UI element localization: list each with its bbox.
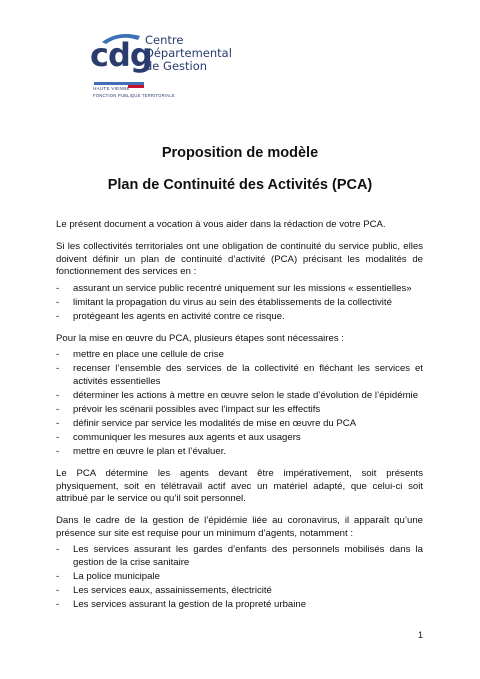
list-item: - prévoir les scénarii possibles avec l’impact sur les effectifs [56,404,423,416]
document-body [56,219,423,621]
document-subtitle: Plan de Continuité des Activités (PCA) [107,177,373,193]
onsite-services-list [56,544,423,611]
list-item: - La police municipale [56,571,423,583]
list-item: - mettre en œuvre le plan et l’évaluer. [56,446,423,458]
obligation-paragraph: Si les collectivités territoriales ont une obligation de continuité du service public, elles doivent définir un plan de continuité d’activité (PCA) précisant les modalités de fonctionnement des services en : [56,241,423,278]
list-item: - mettre en place une cellule de crise [56,349,423,361]
list-item: - définir service par service les modalités de mise en œuvre du PCA [56,418,423,430]
list-item: - recenser l’ensemble des services de la collectivité en fléchant les services et activités essentielles [56,363,423,388]
intro-paragraph: Le présent document a vocation à vous aider dans la rédaction de votre PCA. [56,219,386,230]
list-item: - communiquer les mesures aux agents et aux usagers [56,432,423,444]
list-item: - limitant la propagation du virus au sein des établissements de la collectivité [56,297,423,309]
page-number: 1 [418,630,424,640]
list-item: - protégeant les agents en activité contre ce risque. [56,311,423,323]
list-item: - assurant un service public recentré uniquement sur les missions « essentielles» [56,283,423,295]
list-item: - déterminer les actions à mettre en œuvre selon le stade d’évolution de l’épidémie [56,390,423,402]
logo-subtitle-fpt: FONCTION PUBLIQUE TERRITORIALE [93,93,175,98]
steps-paragraph: Pour la mise en œuvre du PCA, plusieurs étapes sont nécessaires : [56,333,344,345]
coronavirus-paragraph: Dans le cadre de la gestion de l’épidémie liée au coronavirus, il apparaît qu’une présence sur site est requise pour un minimum d’agents, notamment : [56,515,423,539]
logo-brand: cdg [90,36,152,74]
pca-goals-list [56,283,423,323]
cdg-logo [88,30,232,110]
logo-centre-text: Centre Départemental de Gestion [145,33,232,73]
document-title: Proposition de modèle [161,145,319,161]
list-item: - Les services assurant les gardes d’enfants des personnels mobilisés dans la gestion de la crise sanitaire [56,544,423,569]
list-item: - Les services assurant la gestion de la propreté urbaine [56,599,423,611]
list-item: - Les services eaux, assainissements, électricité [56,585,423,597]
agents-paragraph: Le PCA détermine les agents devant être impérativement, soit présents physiquement, soit en télétravail actif avec un matériel adapté, que celui-ci soit attribué par le service ou qu’il soit personnel. [56,468,423,505]
pca-steps-list [56,349,423,458]
logo-subtitle-haute-vienne: HAUTE VIENNE [93,86,130,91]
